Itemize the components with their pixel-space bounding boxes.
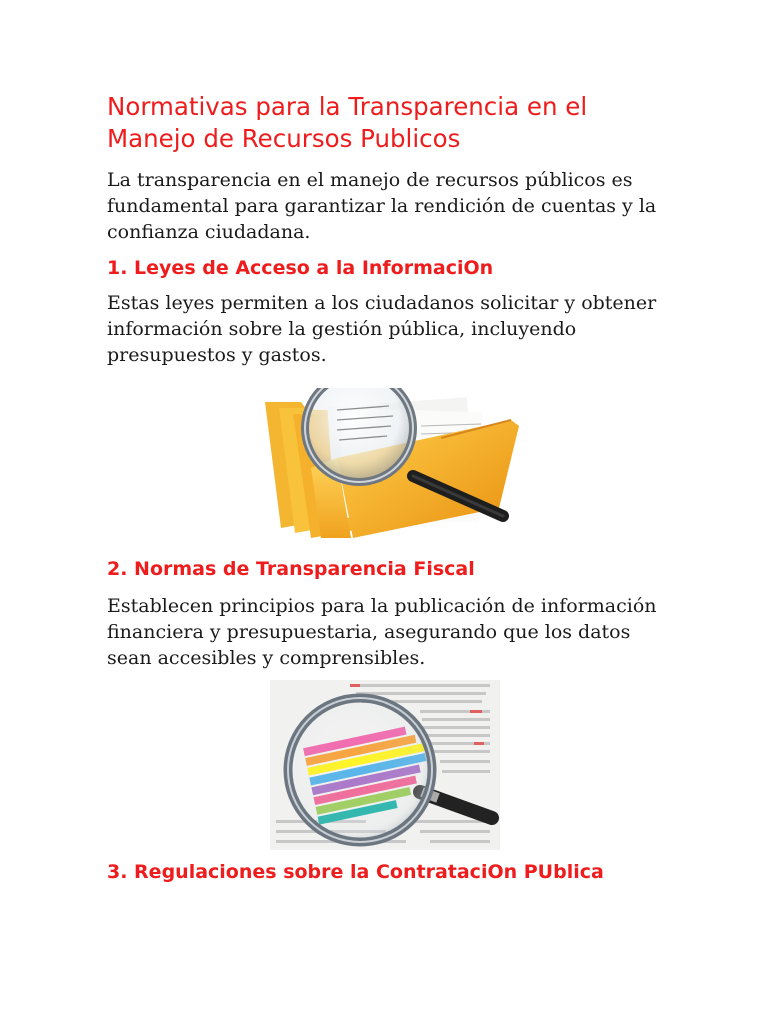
- section-heading-3: 3. Regulaciones sobre la ContrataciOn PUblica: [107, 861, 604, 883]
- section-body-2: Establecen principios para la publicación de información financiera y presupuestaria, asegurando que los datos sean accesibles y comprensibles.: [107, 595, 657, 669]
- section-heading-1: 1. Leyes de Acceso a la InformaciOn: [107, 257, 494, 279]
- page-title: Normativas para la Transparencia en el Manejo de Recursos Publicos: [107, 92, 588, 153]
- section-heading-2: 2. Normas de Transparencia Fiscal: [107, 558, 475, 580]
- chart-magnifying-glass-icon: [270, 680, 500, 850]
- intro-paragraph: La transparencia en el manejo de recursos públicos es fundamental para garantizar la rendición de cuentas y la confianza ciudadana.: [107, 169, 657, 243]
- section-body-1: Estas leyes permiten a los ciudadanos solicitar y obtener información sobre la gestión pública, incluyendo presupuestos y gastos.: [107, 292, 657, 366]
- folders-magnifying-glass-icon: [241, 388, 527, 545]
